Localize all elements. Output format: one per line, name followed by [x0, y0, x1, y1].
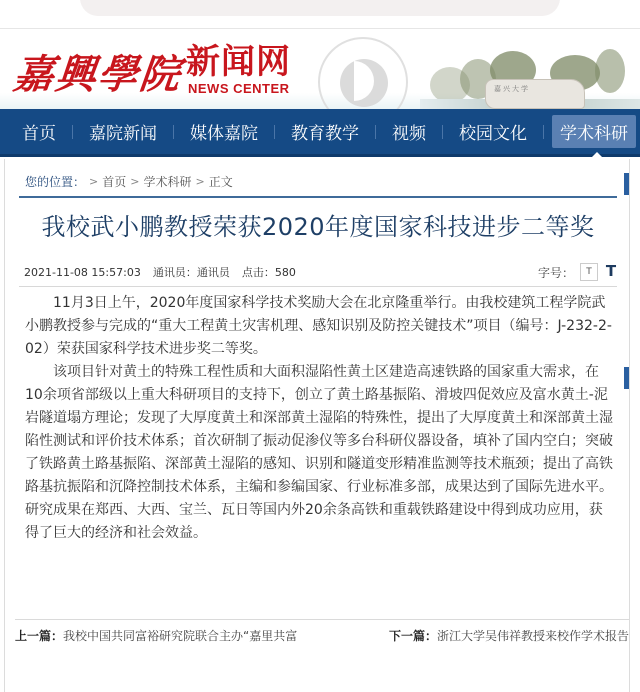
article-paragraph: 11月3日上午，2020年度国家科学技术奖励大会在北京隆重举行。由我校建筑工程学院武小鹏教授参与完成的“重大工程黄土灾害机理、感知识别及防控关键技术”项目（编号：J-232-2-02）荣获国家科学技术进步奖二等奖。: [25, 295, 612, 357]
article-meta: [24, 263, 624, 281]
nav-item-education[interactable]: 教育教学: [291, 124, 359, 144]
breadcrumb-home[interactable]: 首页: [102, 175, 127, 189]
nav-separator: [173, 125, 174, 139]
inscription-rock: 嘉兴大学: [485, 79, 585, 109]
article-title: 我校武小鹏教授荣获2020年度国家科技进步二等奖: [41, 213, 595, 241]
nav-item-campus-news[interactable]: 嘉院新闻: [89, 124, 157, 144]
nav-separator: [442, 125, 443, 139]
next-label: 下一篇：: [388, 629, 437, 643]
breadcrumb-separator: >: [195, 175, 205, 188]
side-accent-bar: [624, 173, 629, 195]
breadcrumb-separator: >: [130, 175, 140, 188]
address-bar-pill[interactable]: [80, 0, 560, 16]
breadcrumb-label: 您的位置：: [25, 175, 86, 189]
site-banner: [0, 29, 640, 109]
previous-article[interactable]: [15, 627, 297, 644]
next-article[interactable]: [389, 627, 629, 644]
article-paragraph: 该项目针对黄土的特殊工程性质和大面积湿陷性黄土区建造高速铁路的国家重大需求，在10余项省部级以上重大科研项目的支持下，创立了黄土路基振陷、滑坡四促效应及富水黄土-泥岩隧道塌方理论；发现了大厚度黄土和深部黄土湿陷的特殊性，提出了大厚度黄土和深部黄土湿陷性测试和评价技术体系；首次研制了振动促渗仪等多台科研仪器设备，填补了国内空白；突破了铁路黄土路基振陷、深部黄土湿陷的感知、识别和隧道变形精准监测等技术瓶颈；提出了高铁路基抗振陷和沉降控制技术体系，主编和参编国家、行业标准多部，成果达到了国际先进水平。研究成果在郑西、大西、宝兰、瓦日等国内外20余条高铁和重载铁路建设中得到成功应用，获得了巨大的经济和社会效益。: [25, 364, 613, 541]
font-small-button[interactable]: T: [580, 263, 598, 281]
campus-scene-image: [420, 49, 640, 109]
nav-separator: [274, 125, 275, 139]
nav-item-video[interactable]: 视频: [392, 124, 426, 144]
previous-label: 上一篇：: [15, 629, 64, 643]
publish-datetime: 2021-11-08 15:57:03: [24, 265, 141, 279]
author: 通讯员：通讯员: [152, 266, 230, 279]
article-pager: [15, 627, 629, 644]
font-size-label: 字号：: [537, 265, 574, 280]
side-accent-bar: [624, 367, 629, 389]
breadcrumb-separator: >: [89, 175, 99, 188]
nav-separator: [375, 125, 376, 139]
breadcrumb-current: 正文: [208, 175, 233, 189]
nav-item-campus-culture[interactable]: 校园文化: [459, 124, 527, 144]
font-large-button[interactable]: T: [605, 262, 617, 280]
nav-separator: [543, 125, 544, 139]
article-container: [4, 159, 630, 692]
footer-divider: [15, 619, 629, 620]
browser-top-area: [0, 0, 640, 28]
university-logo-script[interactable]: 嘉興學院: [11, 51, 185, 98]
previous-article-link[interactable]: 我校中国共同富裕研究院联合主办“嘉里共富: [63, 629, 298, 643]
nav-separator: [72, 125, 73, 139]
meta-divider: [19, 286, 617, 287]
active-indicator-caret-icon: [592, 152, 602, 157]
breadcrumb-academic-research[interactable]: 学术科研: [143, 175, 192, 189]
article-body: [25, 292, 615, 545]
nav-item-academic-research[interactable]: 学术科研: [552, 115, 636, 148]
nav-item-home[interactable]: 首页: [22, 124, 56, 144]
title-divider: [19, 196, 617, 198]
university-seal-icon: [318, 37, 408, 109]
news-center-title[interactable]: 新闻网: [186, 43, 291, 81]
view-count: 点击：580: [241, 266, 296, 279]
nav-item-media[interactable]: 媒体嘉院: [190, 124, 258, 144]
next-article-link[interactable]: 浙江大学吴伟祥教授来校作学术报告: [436, 629, 629, 643]
main-navigation: [0, 109, 640, 157]
news-center-subtitle: NEWS CENTER: [188, 81, 290, 96]
breadcrumb: [25, 173, 233, 190]
